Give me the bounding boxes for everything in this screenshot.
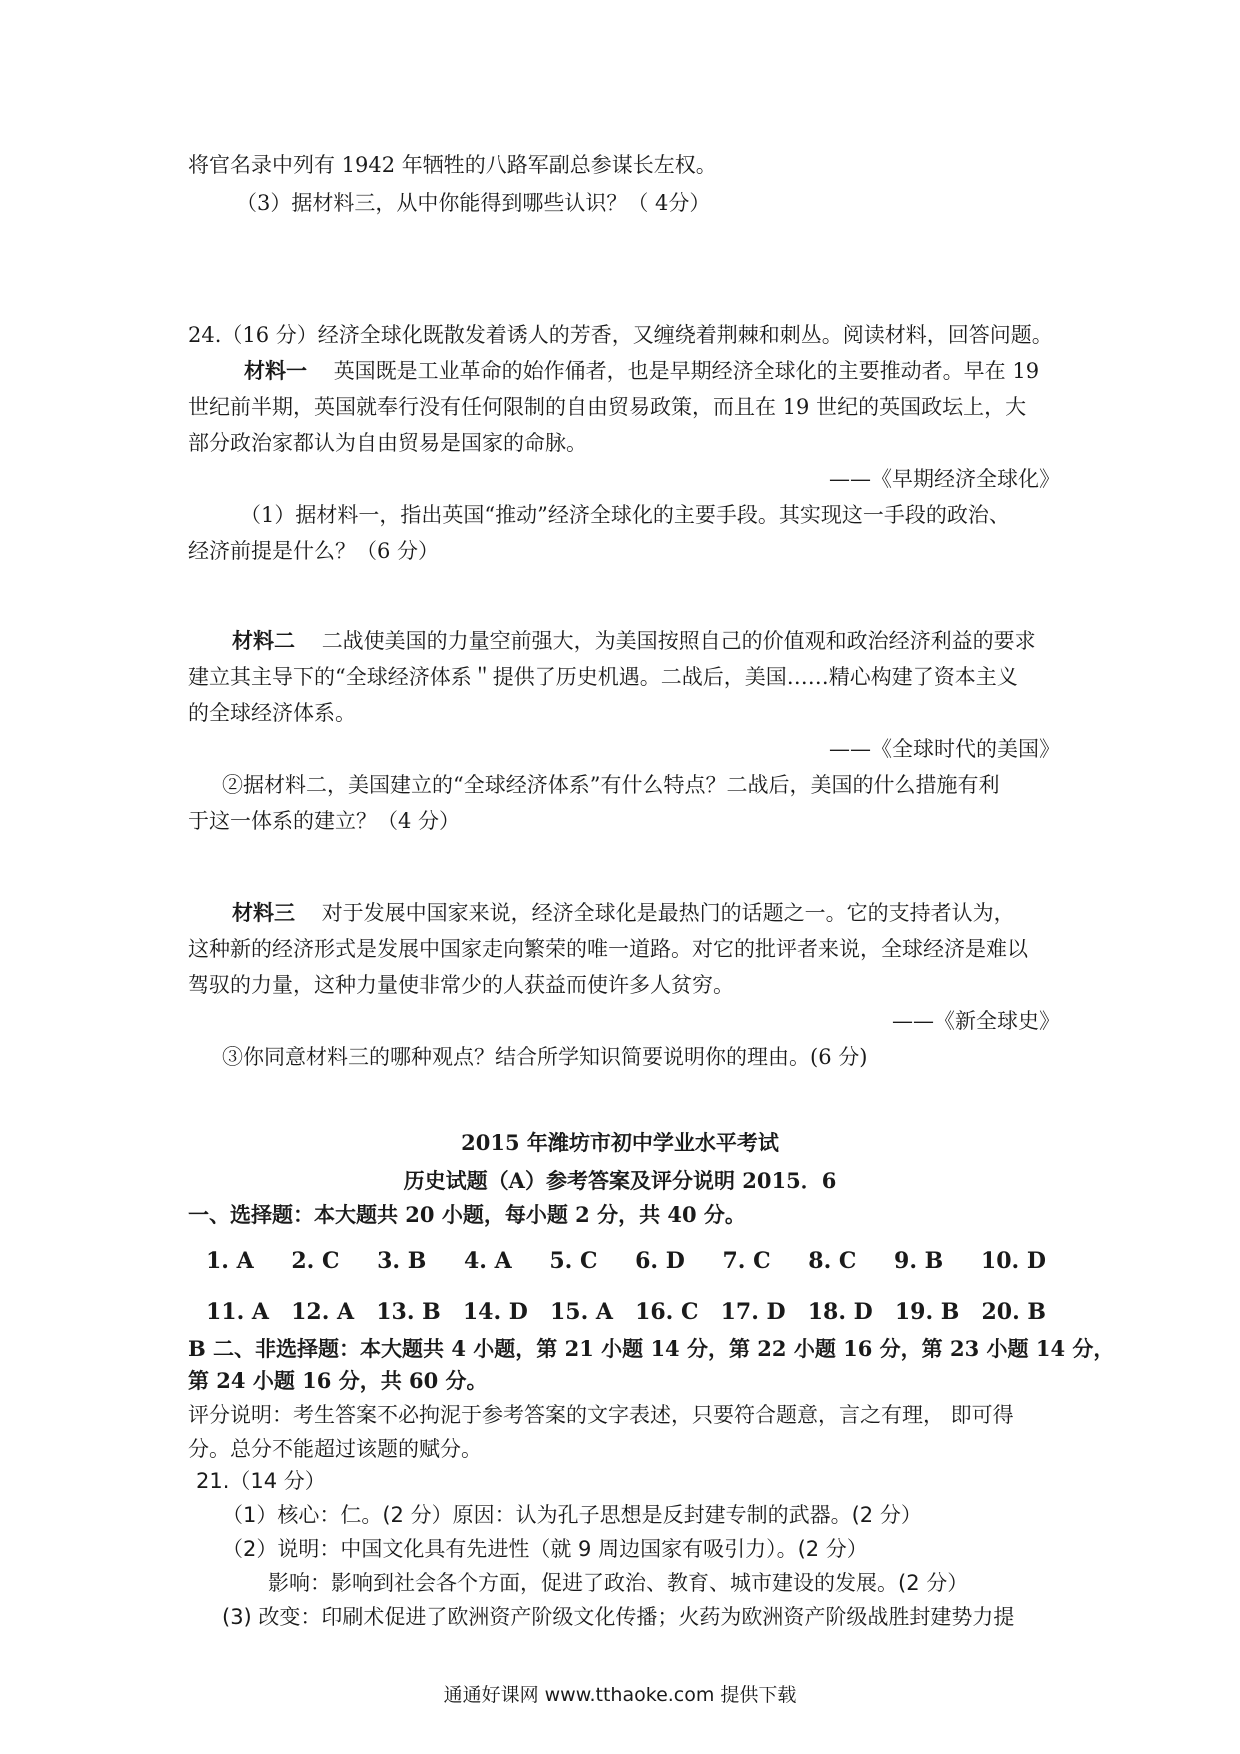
answer-item: 14. D [462, 1299, 528, 1325]
answer-item: 19. B [894, 1299, 960, 1325]
answer-item: 13. B [376, 1299, 441, 1325]
q24-stem: 24.（16 分）经济全球化既散发着诱人的芳香，又缠绕着荆棘和刺丛。阅读材料，回答问题。 [188, 323, 1053, 347]
q23-sub3: （3）据材料三，从中你能得到哪些认识？（ 4分） [236, 191, 711, 215]
q24-sub1-line-2: 经济前提是什么？（6 分） [188, 539, 440, 563]
answer-21-part-1: （1）核心：仁。(2 分）原因：认为孔子思想是反封建专制的武器。(2 分） [222, 1503, 922, 1527]
answer-item: 15. A [549, 1299, 613, 1325]
q23-tail-text: 将官名录中列有 1942 年牺牲的八路军副总参谋长左权。 [188, 153, 717, 177]
answer-section-2-line-2: 第 24 小题 16 分，共 60 分。 [188, 1368, 488, 1393]
answer-key-subtitle: 历史试题（A）参考答案及评分说明 2015．6 [403, 1168, 837, 1193]
answer-section-1: 一、选择题：本大题共 20 小题，每小题 2 分，共 40 分。 [188, 1202, 746, 1227]
answer-21-heading: 21.（14 分） [196, 1469, 326, 1493]
q24-sub3: ③你同意材料三的哪种观点？结合所学知识简要说明你的理由。(6 分) [222, 1045, 868, 1069]
answer-item: 11. A [206, 1299, 270, 1325]
answer-row-1 [206, 1245, 1046, 1277]
q24-sub1-line-1: （1）据材料一，指出英国“推动”经济全球化的主要手段。其实现这一手段的政治、 [240, 503, 1010, 527]
answer-item: 10. D [980, 1248, 1046, 1274]
material-1-source: ——《早期经济全球化》 [829, 467, 1060, 491]
material-3-line-2: 这种新的经济形式是发展中国家走向繁荣的唯一道路。对它的批评者来说，全球经济是难以 [188, 937, 1028, 961]
scoring-note-line-2: 分。总分不能超过该题的赋分。 [188, 1437, 482, 1461]
answer-item: 5. C [549, 1248, 598, 1274]
answer-item: 16. C [635, 1299, 699, 1325]
answer-item: 20. B [981, 1299, 1046, 1325]
material-1-text-1: 英国既是工业革命的始作俑者，也是早期经济全球化的主要推动者。早在 19 [333, 359, 1040, 383]
answer-item: 2. C [291, 1248, 340, 1274]
answer-item: 9. B [894, 1248, 944, 1274]
answer-item: 8. C [808, 1248, 857, 1274]
answer-item: 7. C [722, 1248, 771, 1274]
material-2-line-3: 的全球经济体系。 [188, 701, 356, 725]
answer-item: 6. D [635, 1248, 685, 1274]
answer-row-2 [206, 1296, 1046, 1328]
scoring-note-line-1: 评分说明：考生答案不必拘泥于参考答案的文字表述，只要符合题意，言之有理， 即可得 [188, 1403, 1014, 1427]
material-2-line-1 [232, 626, 1036, 656]
answer-item: 1. A [206, 1248, 254, 1274]
material-1-line-1 [244, 356, 1039, 386]
material-1-label: 材料一 [244, 358, 307, 383]
material-3-label: 材料三 [232, 900, 295, 925]
answer-21-part-3: (3) 改变：印刷术促进了欧洲资产阶级文化传播；火药为欧洲资产阶级战胜封建势力提 [222, 1605, 1015, 1629]
answer-item: 3. B [377, 1248, 427, 1274]
material-1-line-2: 世纪前半期，英国就奉行没有任何限制的自由贸易政策，而且在 19 世纪的英国政坛上，大 [188, 395, 1027, 419]
footer-source: 通通好课网 www.tthaoke.com 提供下载 [443, 1684, 797, 1706]
q24-sub2-line-2: 于这一体系的建立？（4 分） [188, 809, 461, 833]
material-1-line-3: 部分政治家都认为自由贸易是国家的命脉。 [188, 431, 587, 455]
material-3-line-1 [232, 898, 1015, 928]
answer-item: 12. A [291, 1299, 355, 1325]
material-2-source: ——《全球时代的美国》 [829, 737, 1060, 761]
answer-item: 17. D [720, 1299, 786, 1325]
material-3-source: ——《新全球史》 [892, 1009, 1060, 1033]
q24-sub2-line-1: ②据材料二，美国建立的“全球经济体系”有什么特点？二战后，美国的什么措施有利 [222, 773, 1000, 797]
answer-item: 4. A [464, 1248, 512, 1274]
material-2-text-1: 二战使美国的力量空前强大，为美国按照自己的价值观和政治经济利益的要求 [321, 629, 1036, 653]
material-3-text-1: 对于发展中国家来说，经济全球化是最热门的话题之一。它的支持者认为， [321, 901, 1015, 925]
answer-key-title: 2015 年潍坊市初中学业水平考试 [461, 1130, 779, 1155]
answer-item: 18. D [807, 1299, 873, 1325]
material-3-line-3: 驾驭的力量，这种力量使非常少的人获益而使许多人贫穷。 [188, 973, 734, 997]
material-2-label: 材料二 [232, 628, 295, 653]
answer-21-part-2: （2）说明：中国文化具有先进性（就 9 周边国家有吸引力）。(2 分） [222, 1537, 868, 1561]
answer-section-2-line-1: B 二、非选择题：本大题共 4 小题，第 21 小题 14 分，第 22 小题 16 分，第 23 小题 14 分， [188, 1336, 1115, 1361]
answer-21-part-2-impact: 影响：影响到社会各个方面，促进了政治、教育、城市建设的发展。(2 分） [268, 1571, 969, 1595]
material-2-line-2: 建立其主导下的“全球经济体系＂提供了历史机遇。二战后，美国……精心构建了资本主义 [188, 665, 1018, 689]
